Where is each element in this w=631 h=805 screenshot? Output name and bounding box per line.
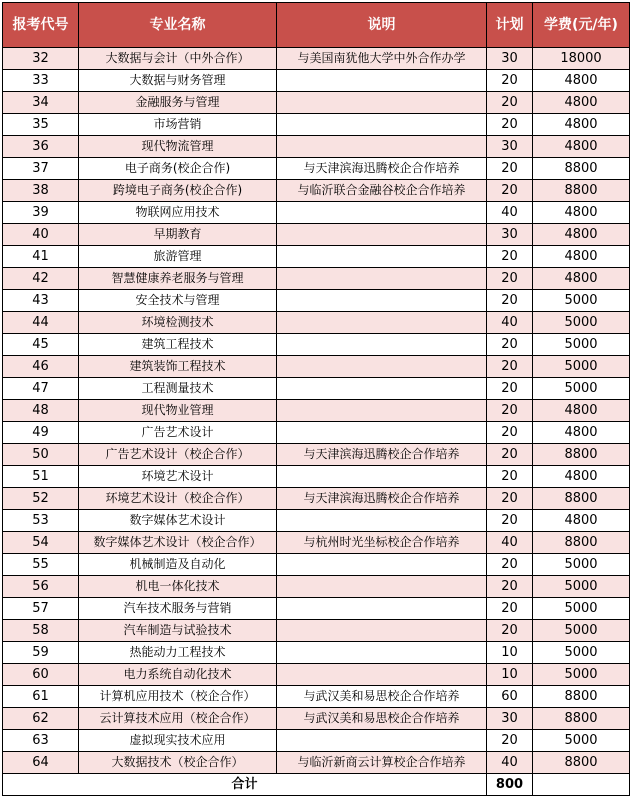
header-plan: 计划 bbox=[487, 3, 533, 48]
row-note bbox=[277, 290, 487, 312]
row-note bbox=[277, 620, 487, 642]
total-plan: 800 bbox=[487, 774, 533, 796]
row-major: 环境艺术设计（校企合作） bbox=[79, 488, 277, 510]
row-major: 安全技术与管理 bbox=[79, 290, 277, 312]
row-note bbox=[277, 730, 487, 752]
table-row bbox=[3, 290, 630, 312]
row-code: 37 bbox=[3, 158, 79, 180]
row-plan: 20 bbox=[487, 554, 533, 576]
row-code: 62 bbox=[3, 708, 79, 730]
row-major: 早期教育 bbox=[79, 224, 277, 246]
row-plan: 20 bbox=[487, 356, 533, 378]
row-plan: 20 bbox=[487, 620, 533, 642]
row-fee: 8800 bbox=[533, 708, 630, 730]
row-fee: 4800 bbox=[533, 268, 630, 290]
row-note bbox=[277, 642, 487, 664]
table-row bbox=[3, 334, 630, 356]
row-plan: 20 bbox=[487, 444, 533, 466]
row-note bbox=[277, 92, 487, 114]
row-plan: 30 bbox=[487, 224, 533, 246]
row-fee: 18000 bbox=[533, 48, 630, 70]
row-major: 虚拟现实技术应用 bbox=[79, 730, 277, 752]
row-note bbox=[277, 224, 487, 246]
row-note bbox=[277, 268, 487, 290]
row-note: 与天津滨海迅腾校企合作培养 bbox=[277, 444, 487, 466]
table-row bbox=[3, 598, 630, 620]
row-note bbox=[277, 312, 487, 334]
row-fee: 5000 bbox=[533, 730, 630, 752]
table-row bbox=[3, 752, 630, 774]
row-note bbox=[277, 114, 487, 136]
row-code: 38 bbox=[3, 180, 79, 202]
header-major: 专业名称 bbox=[79, 3, 277, 48]
row-major: 物联网应用技术 bbox=[79, 202, 277, 224]
table-row bbox=[3, 180, 630, 202]
row-plan: 20 bbox=[487, 400, 533, 422]
row-note bbox=[277, 202, 487, 224]
table-row bbox=[3, 246, 630, 268]
row-major: 数字媒体艺术设计 bbox=[79, 510, 277, 532]
row-fee: 5000 bbox=[533, 290, 630, 312]
row-major: 计算机应用技术（校企合作） bbox=[79, 686, 277, 708]
row-code: 46 bbox=[3, 356, 79, 378]
row-code: 44 bbox=[3, 312, 79, 334]
row-note: 与天津滨海迅腾校企合作培养 bbox=[277, 488, 487, 510]
row-note bbox=[277, 246, 487, 268]
row-fee: 4800 bbox=[533, 400, 630, 422]
row-code: 56 bbox=[3, 576, 79, 598]
header-row bbox=[3, 3, 630, 48]
row-plan: 40 bbox=[487, 752, 533, 774]
row-plan: 20 bbox=[487, 290, 533, 312]
row-major: 机械制造及自动化 bbox=[79, 554, 277, 576]
row-note bbox=[277, 466, 487, 488]
row-plan: 20 bbox=[487, 268, 533, 290]
row-major: 现代物业管理 bbox=[79, 400, 277, 422]
table-row bbox=[3, 70, 630, 92]
row-note bbox=[277, 334, 487, 356]
row-fee: 8800 bbox=[533, 532, 630, 554]
row-major: 大数据与财务管理 bbox=[79, 70, 277, 92]
row-plan: 60 bbox=[487, 686, 533, 708]
row-code: 43 bbox=[3, 290, 79, 312]
table-row bbox=[3, 554, 630, 576]
row-fee: 4800 bbox=[533, 224, 630, 246]
header-fee: 学费(元/年) bbox=[533, 3, 630, 48]
row-code: 53 bbox=[3, 510, 79, 532]
row-fee: 5000 bbox=[533, 576, 630, 598]
row-code: 61 bbox=[3, 686, 79, 708]
row-code: 49 bbox=[3, 422, 79, 444]
row-plan: 30 bbox=[487, 136, 533, 158]
row-major: 电力系统自动化技术 bbox=[79, 664, 277, 686]
row-plan: 30 bbox=[487, 708, 533, 730]
table-row bbox=[3, 466, 630, 488]
table-row bbox=[3, 378, 630, 400]
row-plan: 20 bbox=[487, 466, 533, 488]
table-footer bbox=[3, 774, 630, 796]
row-fee: 8800 bbox=[533, 180, 630, 202]
row-plan: 20 bbox=[487, 158, 533, 180]
row-note: 与杭州时光坐标校企合作培养 bbox=[277, 532, 487, 554]
table-row bbox=[3, 642, 630, 664]
table-row bbox=[3, 708, 630, 730]
total-row bbox=[3, 774, 630, 796]
row-plan: 40 bbox=[487, 202, 533, 224]
row-fee: 4800 bbox=[533, 466, 630, 488]
row-code: 58 bbox=[3, 620, 79, 642]
row-major: 数字媒体艺术设计（校企合作） bbox=[79, 532, 277, 554]
row-major: 云计算技术应用（校企合作） bbox=[79, 708, 277, 730]
row-code: 63 bbox=[3, 730, 79, 752]
row-major: 智慧健康养老服务与管理 bbox=[79, 268, 277, 290]
row-major: 跨境电子商务(校企合作) bbox=[79, 180, 277, 202]
row-fee: 5000 bbox=[533, 664, 630, 686]
table-body bbox=[3, 48, 630, 774]
table-row bbox=[3, 488, 630, 510]
row-fee: 4800 bbox=[533, 114, 630, 136]
table-row bbox=[3, 356, 630, 378]
row-plan: 20 bbox=[487, 70, 533, 92]
row-major: 大数据与会计（中外合作） bbox=[79, 48, 277, 70]
table-row bbox=[3, 576, 630, 598]
row-fee: 5000 bbox=[533, 642, 630, 664]
row-fee: 4800 bbox=[533, 510, 630, 532]
row-note bbox=[277, 510, 487, 532]
row-note bbox=[277, 136, 487, 158]
admission-plan-table bbox=[2, 2, 630, 796]
row-code: 36 bbox=[3, 136, 79, 158]
row-note bbox=[277, 554, 487, 576]
row-fee: 4800 bbox=[533, 136, 630, 158]
row-fee: 8800 bbox=[533, 752, 630, 774]
row-major: 电子商务(校企合作) bbox=[79, 158, 277, 180]
row-major: 旅游管理 bbox=[79, 246, 277, 268]
row-plan: 30 bbox=[487, 48, 533, 70]
row-code: 54 bbox=[3, 532, 79, 554]
row-plan: 20 bbox=[487, 488, 533, 510]
table-row bbox=[3, 444, 630, 466]
row-fee: 5000 bbox=[533, 620, 630, 642]
admission-plan-table-wrapper bbox=[2, 2, 630, 796]
row-plan: 40 bbox=[487, 312, 533, 334]
row-code: 60 bbox=[3, 664, 79, 686]
row-note: 与武汉美和易思校企合作培养 bbox=[277, 708, 487, 730]
row-note: 与美国南犹他大学中外合作办学 bbox=[277, 48, 487, 70]
header-note: 说明 bbox=[277, 3, 487, 48]
table-row bbox=[3, 268, 630, 290]
row-fee: 5000 bbox=[533, 378, 630, 400]
table-row bbox=[3, 312, 630, 334]
row-plan: 10 bbox=[487, 664, 533, 686]
row-code: 40 bbox=[3, 224, 79, 246]
table-header bbox=[3, 3, 630, 48]
row-code: 57 bbox=[3, 598, 79, 620]
row-code: 32 bbox=[3, 48, 79, 70]
row-major: 广告艺术设计 bbox=[79, 422, 277, 444]
row-major: 建筑装饰工程技术 bbox=[79, 356, 277, 378]
row-code: 47 bbox=[3, 378, 79, 400]
row-note bbox=[277, 598, 487, 620]
row-code: 39 bbox=[3, 202, 79, 224]
row-fee: 4800 bbox=[533, 246, 630, 268]
row-plan: 40 bbox=[487, 532, 533, 554]
row-note bbox=[277, 356, 487, 378]
row-plan: 20 bbox=[487, 576, 533, 598]
table-row bbox=[3, 224, 630, 246]
table-row bbox=[3, 158, 630, 180]
table-row bbox=[3, 686, 630, 708]
row-fee: 8800 bbox=[533, 488, 630, 510]
table-row bbox=[3, 48, 630, 70]
row-fee: 4800 bbox=[533, 70, 630, 92]
row-code: 41 bbox=[3, 246, 79, 268]
row-major: 现代物流管理 bbox=[79, 136, 277, 158]
row-code: 64 bbox=[3, 752, 79, 774]
row-note: 与临沂联合金融谷校企合作培养 bbox=[277, 180, 487, 202]
row-plan: 20 bbox=[487, 598, 533, 620]
table-row bbox=[3, 532, 630, 554]
row-fee: 5000 bbox=[533, 356, 630, 378]
row-code: 45 bbox=[3, 334, 79, 356]
row-plan: 20 bbox=[487, 422, 533, 444]
table-row bbox=[3, 92, 630, 114]
table-row bbox=[3, 136, 630, 158]
row-major: 建筑工程技术 bbox=[79, 334, 277, 356]
row-fee: 8800 bbox=[533, 158, 630, 180]
row-note bbox=[277, 70, 487, 92]
table-row bbox=[3, 620, 630, 642]
row-major: 工程测量技术 bbox=[79, 378, 277, 400]
row-plan: 20 bbox=[487, 334, 533, 356]
row-code: 52 bbox=[3, 488, 79, 510]
row-major: 热能动力工程技术 bbox=[79, 642, 277, 664]
row-code: 59 bbox=[3, 642, 79, 664]
row-plan: 20 bbox=[487, 378, 533, 400]
row-note bbox=[277, 664, 487, 686]
row-major: 环境检测技术 bbox=[79, 312, 277, 334]
table-row bbox=[3, 400, 630, 422]
row-major: 汽车制造与试验技术 bbox=[79, 620, 277, 642]
row-plan: 20 bbox=[487, 92, 533, 114]
row-code: 33 bbox=[3, 70, 79, 92]
row-plan: 20 bbox=[487, 510, 533, 532]
row-fee: 5000 bbox=[533, 554, 630, 576]
row-plan: 20 bbox=[487, 114, 533, 136]
row-fee: 8800 bbox=[533, 444, 630, 466]
row-note bbox=[277, 378, 487, 400]
row-code: 51 bbox=[3, 466, 79, 488]
row-code: 42 bbox=[3, 268, 79, 290]
row-major: 环境艺术设计 bbox=[79, 466, 277, 488]
row-note: 与临沂新商云计算校企合作培养 bbox=[277, 752, 487, 774]
row-plan: 20 bbox=[487, 730, 533, 752]
row-major: 机电一体化技术 bbox=[79, 576, 277, 598]
table-row bbox=[3, 510, 630, 532]
row-code: 35 bbox=[3, 114, 79, 136]
row-note: 与天津滨海迅腾校企合作培养 bbox=[277, 158, 487, 180]
row-fee: 4800 bbox=[533, 422, 630, 444]
row-note bbox=[277, 400, 487, 422]
row-note bbox=[277, 422, 487, 444]
row-fee: 4800 bbox=[533, 202, 630, 224]
row-note bbox=[277, 576, 487, 598]
row-code: 48 bbox=[3, 400, 79, 422]
table-row bbox=[3, 114, 630, 136]
row-fee: 4800 bbox=[533, 92, 630, 114]
row-major: 汽车技术服务与营销 bbox=[79, 598, 277, 620]
row-major: 市场营销 bbox=[79, 114, 277, 136]
row-plan: 10 bbox=[487, 642, 533, 664]
table-row bbox=[3, 422, 630, 444]
row-plan: 20 bbox=[487, 180, 533, 202]
row-fee: 5000 bbox=[533, 598, 630, 620]
row-note: 与武汉美和易思校企合作培养 bbox=[277, 686, 487, 708]
header-code: 报考代号 bbox=[3, 3, 79, 48]
row-code: 55 bbox=[3, 554, 79, 576]
total-label: 合计 bbox=[3, 774, 487, 796]
total-fee bbox=[533, 774, 630, 796]
row-code: 34 bbox=[3, 92, 79, 114]
row-major: 大数据技术（校企合作） bbox=[79, 752, 277, 774]
row-plan: 20 bbox=[487, 246, 533, 268]
table-row bbox=[3, 202, 630, 224]
table-row bbox=[3, 664, 630, 686]
table-row bbox=[3, 730, 630, 752]
row-major: 金融服务与管理 bbox=[79, 92, 277, 114]
row-fee: 8800 bbox=[533, 686, 630, 708]
row-fee: 5000 bbox=[533, 312, 630, 334]
row-fee: 5000 bbox=[533, 334, 630, 356]
row-major: 广告艺术设计（校企合作） bbox=[79, 444, 277, 466]
row-code: 50 bbox=[3, 444, 79, 466]
